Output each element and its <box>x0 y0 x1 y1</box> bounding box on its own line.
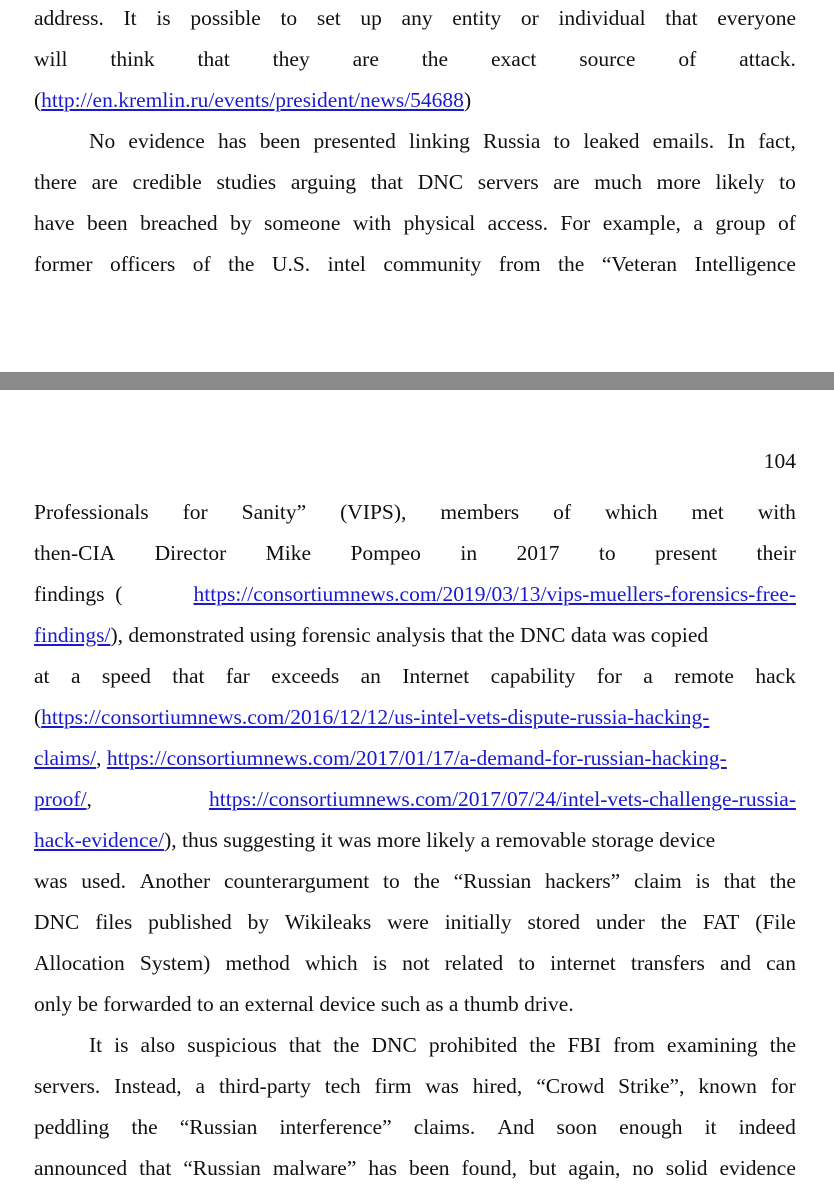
word: not <box>402 951 430 975</box>
word: fact, <box>758 129 796 153</box>
word: no <box>632 1156 654 1180</box>
word: access. <box>487 211 548 235</box>
intel-vets-challenge-link-cont[interactable]: hack-evidence/ <box>34 828 165 852</box>
word: the <box>413 869 440 893</box>
text-line <box>34 1153 796 1183</box>
line-text: ), thus suggesting it was more likely a removable storage device <box>164 828 716 852</box>
word: to <box>598 541 616 565</box>
word: evidence <box>128 129 205 153</box>
word: for <box>596 664 622 688</box>
word: far <box>225 664 250 688</box>
word: the <box>769 869 796 893</box>
word: were <box>387 910 429 934</box>
word: Strike”, <box>618 1074 685 1098</box>
intel-vets-dispute-link[interactable]: https://consortiumnews.com/2016/12/12/us-intel-vets-dispute-russia-hacking- <box>41 705 710 729</box>
word: with <box>352 211 392 235</box>
word: group <box>715 211 766 235</box>
word: of <box>192 252 211 276</box>
word: to <box>553 129 571 153</box>
vips-findings-link[interactable]: https://consortiumnews.com/2019/03/13/vips-muellers-forensics-free- <box>193 582 796 606</box>
word: a <box>70 664 81 688</box>
text-line <box>34 620 796 650</box>
word: the <box>529 1033 556 1057</box>
word: they <box>272 47 310 71</box>
word: from <box>498 252 541 276</box>
word: the <box>228 252 255 276</box>
word: of <box>553 500 572 524</box>
word: “Crowd <box>536 1074 605 1098</box>
word: there <box>34 170 77 194</box>
text-line: only be forwarded to an external device such as a thumb drive. <box>34 992 574 1016</box>
word: breached <box>140 211 218 235</box>
word: by <box>247 910 270 934</box>
word: tech <box>324 1074 361 1098</box>
word: to <box>280 6 298 30</box>
word: exact <box>491 47 537 71</box>
word: more <box>656 170 701 194</box>
word: has <box>217 129 247 153</box>
text-line <box>34 3 796 33</box>
word: initially <box>444 910 512 934</box>
word: that <box>139 1156 172 1180</box>
word: are <box>553 170 580 194</box>
word: suspicious <box>187 1033 277 1057</box>
intel-vets-dispute-link-cont[interactable]: claims/ <box>34 746 97 770</box>
word: the <box>421 47 449 71</box>
word: officers <box>109 252 176 276</box>
word: possible <box>190 6 261 30</box>
word: DNC <box>371 1033 417 1057</box>
word: also <box>140 1033 176 1057</box>
word: then-CIA <box>34 541 116 565</box>
word: a <box>195 1074 206 1098</box>
word: No <box>89 129 116 153</box>
word: Instead, <box>114 1074 182 1098</box>
word: known <box>698 1074 757 1098</box>
line-text: findings ( <box>34 582 123 606</box>
word: remote <box>674 664 734 688</box>
word: of <box>678 47 697 71</box>
word: emails. <box>652 129 715 153</box>
word: capability <box>490 664 576 688</box>
word: with <box>757 500 796 524</box>
text-line: (http://en.kremlin.ru/events/president/news/54688) <box>34 88 472 112</box>
word: are <box>352 47 379 71</box>
word: set <box>316 6 341 30</box>
word: is <box>695 869 710 893</box>
word: that <box>723 869 756 893</box>
word: for <box>182 500 208 524</box>
word: was <box>425 1074 459 1098</box>
word: Another <box>139 869 211 893</box>
word: Director <box>154 541 227 565</box>
word: likely <box>715 170 765 194</box>
word: claims. <box>413 1115 476 1139</box>
word: someone <box>264 211 341 235</box>
word: everyone <box>717 6 796 30</box>
text-line <box>34 1071 796 1101</box>
paragraph-first-line <box>89 126 796 156</box>
word: stored <box>527 910 580 934</box>
word: related <box>444 951 504 975</box>
text-line <box>34 702 796 732</box>
word: in <box>460 541 478 565</box>
word: enough <box>619 1115 683 1139</box>
text-line <box>34 208 796 238</box>
word: been <box>408 1156 450 1180</box>
word: attack. <box>739 47 796 71</box>
word: intel <box>327 252 366 276</box>
word: Allocation <box>34 951 125 975</box>
vips-findings-link-cont[interactable]: findings/ <box>34 623 111 647</box>
word: that <box>172 664 205 688</box>
text-line <box>34 866 796 896</box>
word: internet <box>550 951 616 975</box>
text-line <box>34 948 796 978</box>
word: DNC <box>34 910 80 934</box>
word: “Russian <box>183 1156 261 1180</box>
word: think <box>110 47 155 71</box>
word: firm <box>374 1074 412 1098</box>
word: “Russian <box>179 1115 258 1139</box>
word: announced <box>34 1156 128 1180</box>
word: solid <box>665 1156 708 1180</box>
word: entity <box>452 6 502 30</box>
word: It <box>89 1033 103 1057</box>
intel-vets-challenge-link[interactable]: https://consortiumnews.com/2017/07/24/intel-vets-challenge-russia- <box>209 787 796 811</box>
word: physical <box>403 211 476 235</box>
word: Wikileaks <box>284 910 372 934</box>
word: transfers <box>630 951 705 975</box>
word: It <box>123 6 137 30</box>
word: Internet <box>402 664 470 688</box>
line-text: ), demonstrated using forensic analysis that the DNC data was copied <box>110 623 709 647</box>
word: that <box>288 1033 322 1057</box>
word: that <box>197 47 230 71</box>
word: files <box>95 910 133 934</box>
word: will <box>34 47 68 71</box>
word: Russia <box>483 129 541 153</box>
word: studies <box>216 170 277 194</box>
page-separator <box>0 372 834 390</box>
word: under <box>595 910 645 934</box>
text-line <box>34 497 796 527</box>
word: prohibited <box>428 1033 518 1057</box>
page-bottom <box>0 390 834 1200</box>
word: indeed <box>738 1115 796 1139</box>
word: is <box>114 1033 129 1057</box>
word: from <box>613 1033 655 1057</box>
word: community <box>383 252 482 276</box>
word: any <box>401 6 433 30</box>
word: at <box>34 664 50 688</box>
word: hackers” <box>544 869 621 893</box>
word: DNC <box>417 170 464 194</box>
demand-proof-link[interactable]: https://consortiumnews.com/2017/01/17/a-demand-for-russian-hacking- <box>106 746 727 770</box>
word: of <box>777 211 796 235</box>
word: speed <box>101 664 151 688</box>
word: to <box>383 869 400 893</box>
text-line <box>34 249 796 279</box>
word: credible <box>132 170 202 194</box>
text-line <box>34 44 796 74</box>
word: interference” <box>279 1115 392 1139</box>
paragraph-first-line <box>89 1030 796 1060</box>
word: are <box>91 170 118 194</box>
word: For <box>560 211 591 235</box>
word: servers. <box>34 1074 101 1098</box>
word: for <box>770 1074 796 1098</box>
text-line <box>34 661 796 691</box>
word: claim <box>633 869 682 893</box>
text-line <box>34 1112 796 1142</box>
word: “Russian <box>453 869 532 893</box>
word: met <box>691 500 724 524</box>
word: present <box>655 541 718 565</box>
line-text: ( <box>34 705 42 729</box>
word: the <box>558 252 585 276</box>
word: examining <box>666 1033 758 1057</box>
word: evidence <box>719 1156 796 1180</box>
word: (VIPS), <box>340 500 407 524</box>
word: linking <box>408 129 470 153</box>
word: the <box>333 1033 360 1057</box>
word: by <box>230 211 252 235</box>
word: was <box>34 869 68 893</box>
word: that <box>370 170 404 194</box>
word: hack <box>755 664 796 688</box>
word: but <box>528 1156 557 1180</box>
word: an <box>360 664 381 688</box>
page-top-fragment <box>0 0 834 372</box>
word: individual <box>558 6 646 30</box>
text-line <box>34 579 796 609</box>
word: up <box>360 6 382 30</box>
word: a <box>643 664 653 688</box>
word: that <box>665 6 698 30</box>
page-number: 104 <box>763 449 796 473</box>
word: been <box>259 129 301 153</box>
text-line <box>34 825 796 855</box>
word: Pompeo <box>350 541 421 565</box>
word: a <box>693 211 703 235</box>
word: or <box>520 6 539 30</box>
text-line <box>34 907 796 937</box>
word: used. <box>81 869 126 893</box>
word: address. <box>34 6 104 30</box>
word: 2017 <box>516 541 560 565</box>
word: servers <box>477 170 539 194</box>
word: Mike <box>265 541 312 565</box>
kremlin-news-link[interactable]: http://en.kremlin.ru/events/president/news/54688 <box>41 88 464 112</box>
word: And <box>497 1115 535 1139</box>
word: published <box>148 910 232 934</box>
word: the <box>131 1115 158 1139</box>
word: which <box>305 951 358 975</box>
word: malware” <box>272 1156 357 1180</box>
word: found, <box>461 1156 518 1180</box>
word: third-party <box>218 1074 311 1098</box>
word: it <box>704 1115 717 1139</box>
word: In <box>727 129 746 153</box>
word: can <box>766 951 796 975</box>
word: been <box>87 211 128 235</box>
word: presented <box>313 129 396 153</box>
word: U.S. <box>271 252 311 276</box>
word: members <box>440 500 520 524</box>
line-text: , <box>86 787 92 811</box>
text-line <box>34 538 796 568</box>
word: method <box>225 951 290 975</box>
word: (File <box>755 910 796 934</box>
text-line <box>34 167 796 197</box>
word: the <box>660 910 687 934</box>
word: former <box>34 252 93 276</box>
text-line <box>34 743 796 773</box>
word: leaked <box>583 129 640 153</box>
word: example, <box>602 211 681 235</box>
word: FBI <box>567 1033 602 1057</box>
word: have <box>34 211 75 235</box>
text-line <box>34 784 796 814</box>
line-text: , <box>96 746 107 770</box>
word: is <box>372 951 388 975</box>
word: which <box>605 500 658 524</box>
word: the <box>769 1033 796 1057</box>
word: again, <box>568 1156 621 1180</box>
word: counterargument <box>223 869 370 893</box>
word: FAT <box>702 910 740 934</box>
word: peddling <box>34 1115 110 1139</box>
word: soon <box>556 1115 598 1139</box>
word: “Veteran <box>601 252 678 276</box>
word: their <box>756 541 796 565</box>
word: System) <box>139 951 211 975</box>
word: to <box>779 170 796 194</box>
word: arguing <box>290 170 357 194</box>
word: is <box>156 6 171 30</box>
word: Professionals <box>34 500 149 524</box>
word: hired, <box>472 1074 523 1098</box>
word: Intelligence <box>694 252 796 276</box>
word: to <box>518 951 536 975</box>
demand-proof-link-cont[interactable]: proof/ <box>34 787 87 811</box>
word: Sanity” <box>241 500 307 524</box>
word: source <box>579 47 636 71</box>
word: much <box>594 170 642 194</box>
word: exceeds <box>271 664 340 688</box>
word: and <box>720 951 752 975</box>
word: has <box>368 1156 398 1180</box>
